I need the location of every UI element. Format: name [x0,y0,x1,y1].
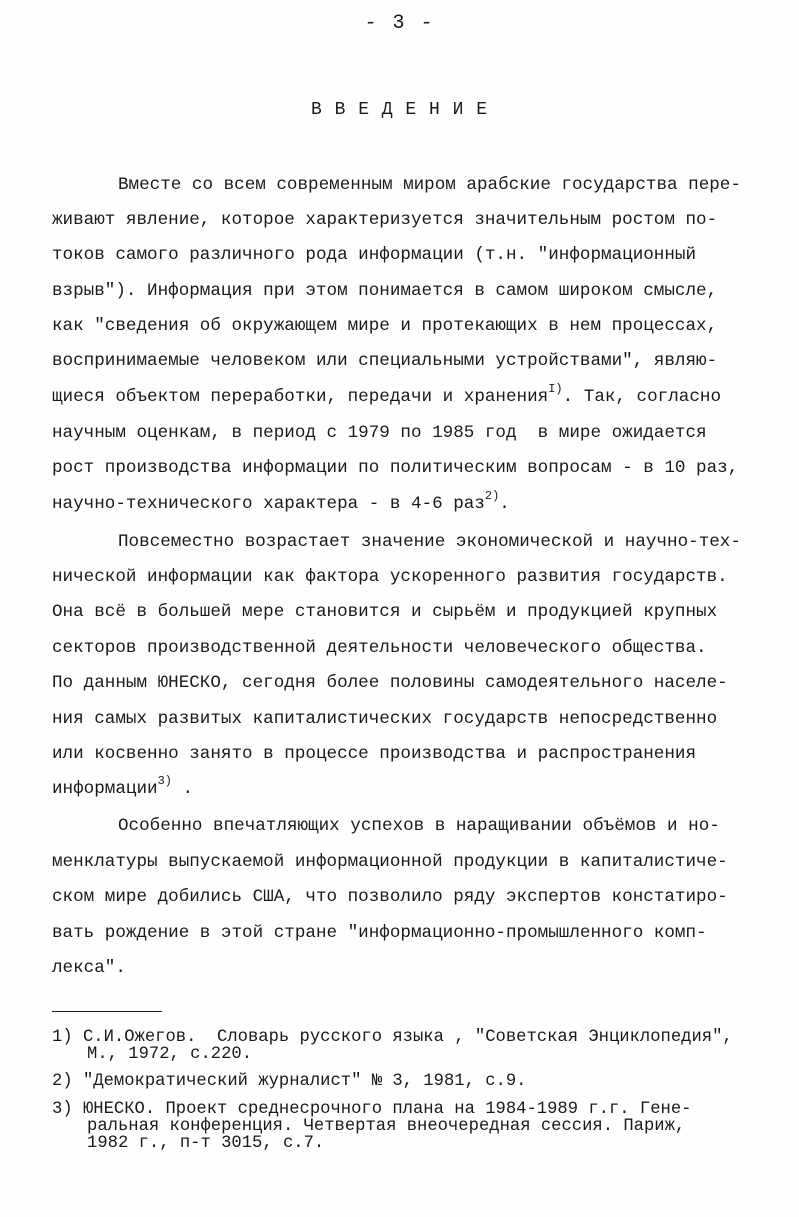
footnote-1-continuation: М., 1972, с.220. [87,1045,253,1064]
text-fragment: . [499,494,510,514]
footnote-3: 3) ЮНЕСКО. Проект среднесрочного плана на 1984-1989 г.г. Гене- [52,1100,692,1119]
footnote-3-continuation: ральная конференция. Четвертая внеочередная сессия. Париж, [87,1117,686,1136]
footnote-2: 2) "Демократический журналист" № 3, 1981, с.9. [52,1072,527,1091]
text-fragment: . [172,779,194,799]
page-number: - 3 - [364,12,435,35]
text-line: лекса". [52,958,126,978]
text-line: или косвенно занято в процессе производства и распространения [52,744,697,764]
text-fragment: научно-технического характера - в 4-6 раз [52,494,485,514]
text-fragment: . Так, согласно [562,387,722,407]
text-line: секторов производственной деятельности человеческого общества. [52,638,707,658]
text-line: взрыв"). Информация при этом понимается в самом широком смысле, [52,281,718,301]
footnote-divider [52,1011,162,1012]
text-line: По данным ЮНЕСКО, сегодня более половины самодеятельного населе- [52,673,728,693]
text-fragment: информации [52,779,158,799]
footnote-ref-3[interactable]: 3) [157,774,172,789]
text-line: Она всё в большей мере становится и сырьём и продукцией крупных [52,602,718,622]
text-line: нической информации как фактора ускоренного развития государств. [52,567,728,587]
text-line: менклатуры выпускаемой информационной продукции в капиталистиче- [52,852,728,872]
text-line: живают явление, которое характеризуется значительным ростом по- [52,210,718,230]
text-line: рост производства информации по политическим вопросам - в 10 раз, [52,458,739,478]
footnote-ref-1[interactable]: I) [548,382,563,397]
text-line: Особенно впечатляющих успехов в наращивании объёмов и но- [118,816,720,836]
footnote-1: 1) С.И.Ожегов. Словарь русского языка , "Советская Энциклопедия", [52,1028,733,1047]
text-line: Повсеместно возрастает значение экономической и научно-тех- [118,532,741,552]
text-line: научным оценкам, в период с 1979 по 1985 год в мире ожидается [52,423,707,443]
text-line: ском мире добились США, что позволило ряду экспертов констатиро- [52,887,728,907]
text-line: токов самого различного рода информации (т.н. "информационный [52,245,697,265]
text-line [52,489,510,516]
page-title: В В Е Д Е Н И Е [310,100,489,120]
text-line [52,382,722,409]
text-line: ния самых развитых капиталистических государств непосредственно [52,709,718,729]
text-line: как "сведения об окружающем мире и протекающих в нем процессах, [52,316,718,336]
footnote-ref-2[interactable]: 2) [484,489,500,504]
text-line [52,774,194,801]
text-line: Вместе со всем современным миром арабские государства пере- [118,175,741,195]
text-line: вать рождение в этой стране "информационно-промышленного комп- [52,923,707,943]
footnote-3-continuation: 1982 г., п-т 3015, с.7. [87,1134,325,1153]
text-line: воспринимаемые человеком или специальными устройствами", являю- [52,351,718,371]
text-fragment: щиеся объектом переработки, передачи и хранения [52,387,549,407]
